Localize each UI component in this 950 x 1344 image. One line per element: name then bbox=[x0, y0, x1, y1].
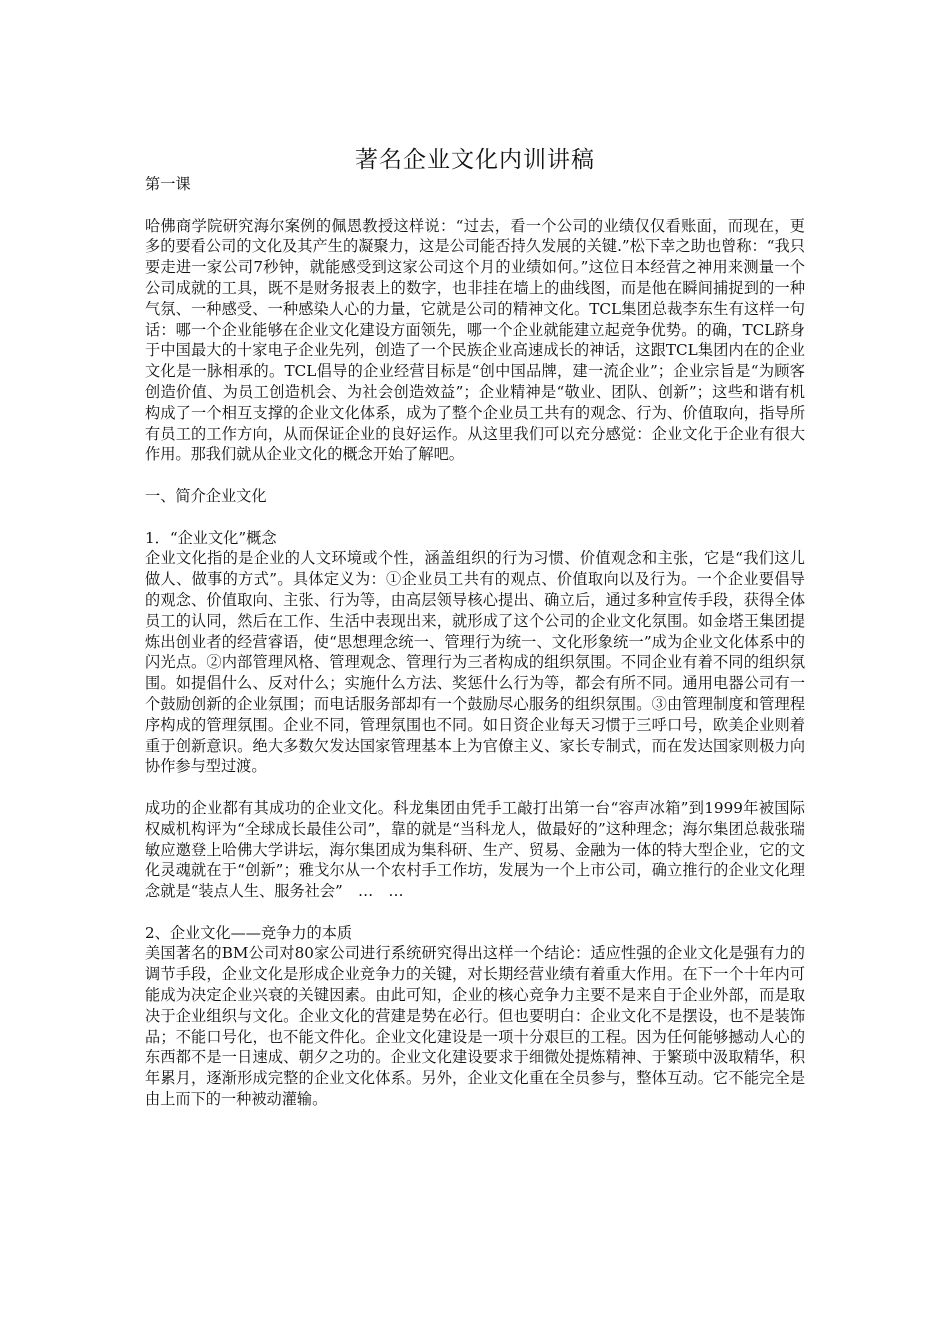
section-heading: 一、简介企业文化 bbox=[145, 486, 267, 505]
spacer bbox=[145, 902, 805, 923]
spacer bbox=[145, 777, 805, 798]
competitiveness-paragraph: 美国著名的BM公司对80家公司进行系统研究得出这样一个结论：适应性强的企业文化是强有力的调节手段，企业文化是形成企业竞争力的关键，对长期经营业绩有着重大作用。在下一个十年内可能成为决定企业兴衰的关键因素。由此可知，企业的核心竞争力主要不是来自于企业外部，而是取决于企业组织与文化。企业文化的营建是势在必行。但也要明白：企业文化不是摆设，也不是装饰品；不能口号化，也不能文件化。企业文化建设是一项十分艰巨的工程。因为任何能够撼动人心的东西都不是一日速成、朝夕之功的。企业文化建设要求于细微处提炼精神、于繁琐中汲取精华，积年累月，逐渐形成完整的企业文化体系。另外，企业文化重在全员参与，整体互动。它不能完全是由上而下的一种被动灌输。 bbox=[145, 944, 805, 1109]
lesson-label: 第一课 bbox=[145, 175, 191, 193]
spacer bbox=[145, 465, 805, 486]
document-title: 著名企业文化内训讲稿 bbox=[355, 147, 595, 173]
examples-paragraph: 成功的企业都有其成功的企业文化。科龙集团由凭手工敲打出第一台“容声冰箱”到1999年被国际权威机构评为“全球成长最佳公司”，靠的就是“当科龙人，做最好的”这种理念；海尔集团总裁张瑞敏应邀登上哈佛大学讲坛，海尔集团成为集科研、生产、贸易、金融为一体的特大型企业，它的文化灵魂就在于“创新”；雅戈尔从一个农村手工作坊，发展为一个上市公司，确立推行的企业文化理念就是“装点人生、服务社会” … … bbox=[145, 798, 805, 901]
document-body bbox=[145, 174, 805, 1110]
spacer bbox=[145, 195, 805, 216]
spacer bbox=[145, 507, 805, 528]
subsection-heading: 2、企业文化——竞争力的本质 bbox=[145, 923, 353, 942]
concept-paragraph: 企业文化指的是企业的人文环境或个性，涵盖组织的行为习惯、价值观念和主张，它是“我们这儿做人、做事的方式”。具体定义为：①企业员工共有的观点、价值取向以及行为。一个企业要倡导的观念、价值取向、主张、行为等，由高层领导核心提出、确立后，通过多种宣传手段，获得全体员工的认同，然后在工作、生活中表现出来，就形成了这个公司的企业文化氛围。如金塔王集团提炼出创业者的经营睿语，使“思想理念统一、管理行为统一、文化形象统一”成为企业文化体系中的闪光点。②内部管理风格、管理观念、管理行为三者构成的组织氛围。不同企业有着不同的组织氛围。如提倡什么、反对什么；实施什么方法、奖惩什么行为等，都会有所不同。通用电器公司有一个鼓励创新的企业氛围；而电话服务部却有一个鼓励尽心服务的组织氛围。③由管理制度和管理程序构成的管理氛围。企业不同，管理氛围也不同。如日资企业每天习惯于三呼口号，欧美企业则着重于创新意识。绝大多数欠发达国家管理基本上为官僚主义、家长专制式，而在发达国家则极力向协作参与型过渡。 bbox=[145, 549, 805, 776]
intro-paragraph: 哈佛商学院研究海尔案例的佩恩教授这样说：“过去，看一个公司的业绩仅仅看账面，而现在，更多的要看公司的文化及其产生的凝聚力，这是公司能否持久发展的关键.”松下幸之助也曾称：“我只要走进一家公司7秒钟，就能感受到这家公司这个月的业绩如何。”这位日本经营之神用来测量一个公司成就的工具，既不是财务报表上的数字，也非挂在墙上的曲线图，而是他在瞬间捕捉到的一种气氛、一种感受、一种感染人心的力量，它就是公司的精神文化。TCL集团总裁李东生有这样一句话：哪一个企业能够在企业文化建设方面领先，哪一个企业就能建立起竞争优势。的确，TCL跻身于中国最大的十家电子企业先列，创造了一个民族企业高速成长的神话，这跟TCL集团内在的企业文化是一脉相承的。TCL倡导的企业经营目标是“创中国品牌，建一流企业”；企业宗旨是“为顾客创造价值、为员工创造机会、为社会创造效益”；企业精神是“敬业、团队、创新”；这些和谐有机构成了一个相互支撑的企业文化体系，成为了整个企业员工共有的观念、行为、价值取向，指导所有员工的工作方向，从而保证企业的良好运作。从这里我们可以充分感觉：企业文化于企业有很大作用。那我们就从企业文化的概念开始了解吧。 bbox=[145, 216, 805, 464]
subsection-heading: 1．“企业文化”概念 bbox=[145, 528, 277, 547]
